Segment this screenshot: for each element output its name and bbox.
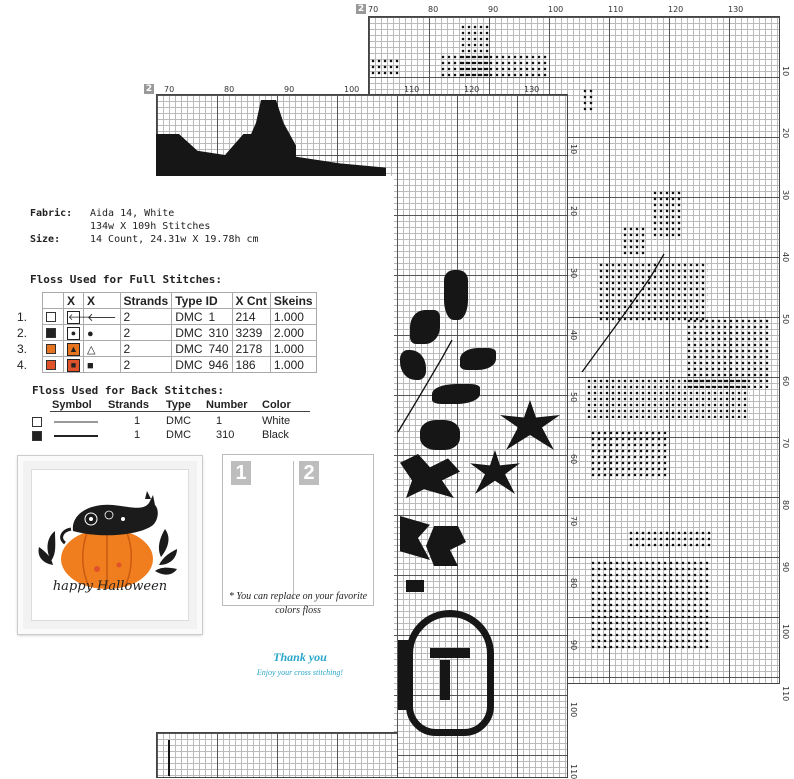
floss-type: DMC xyxy=(172,357,206,373)
bs-header-type: Type xyxy=(166,399,191,411)
row-label: 10 xyxy=(569,144,578,155)
col-header-strands: Strands xyxy=(120,293,172,309)
pattern-block xyxy=(430,648,470,658)
row-label: 30 xyxy=(569,268,578,279)
floss-swatch xyxy=(43,357,64,373)
row-label: 100 xyxy=(781,624,790,640)
size-value: 14 Count, 24.31w X 19.78h cm xyxy=(90,234,259,245)
chart-grid-bottom-strip xyxy=(156,732,398,778)
bs-number: 310 xyxy=(216,429,235,441)
floss-symbol-bw: ■ xyxy=(84,357,121,373)
col-label: 130 xyxy=(524,85,540,94)
full-stitches-title: Floss Used for Full Stitches: xyxy=(30,273,223,286)
pattern-block xyxy=(460,348,496,370)
floss-count: 186 xyxy=(232,357,270,373)
pattern-dots xyxy=(586,378,750,418)
bs-line-sample xyxy=(54,435,98,437)
back-stitches-title: Floss Used for Back Stitches: xyxy=(32,384,225,397)
row-label: 50 xyxy=(569,392,578,403)
pattern-dots xyxy=(628,530,712,548)
col-header-xcnt: X Cnt xyxy=(232,293,270,309)
floss-symbol xyxy=(64,341,84,357)
floss-id: 1 xyxy=(206,309,233,325)
backstitch-line xyxy=(580,250,680,380)
pattern-block xyxy=(444,270,468,320)
pattern-block xyxy=(440,660,450,700)
fabric-label: Fabric: xyxy=(30,208,73,219)
pattern-block xyxy=(406,580,424,592)
bs-header-color: Color xyxy=(262,399,291,411)
floss-skeins: 2.000 xyxy=(270,325,316,341)
row-ruler xyxy=(778,14,792,702)
row-label: 60 xyxy=(781,376,790,387)
replace-colors-note: * You can replace on your favorite colors floss xyxy=(228,591,368,616)
row-label: 20 xyxy=(569,206,578,217)
page-number-badge: 2 xyxy=(357,4,365,14)
page-2-label: 2 xyxy=(299,461,319,485)
row-label: 70 xyxy=(781,438,790,449)
col-label: 130 xyxy=(728,5,744,14)
bs-divider xyxy=(50,411,310,412)
col-label: 100 xyxy=(344,85,360,94)
preview-caption: happy Halloween xyxy=(52,579,168,594)
thank-you-title: Thank you xyxy=(273,650,327,664)
fabric-value: Aida 14, White xyxy=(90,208,175,219)
floss-num: 2. xyxy=(17,325,28,340)
bs-number: 1 xyxy=(216,415,223,427)
back-stitches xyxy=(32,384,352,444)
floss-symbol-bw: ● xyxy=(84,325,121,341)
row-label: 110 xyxy=(781,686,790,702)
floss-strands: 2 xyxy=(120,341,172,357)
floss-swatch xyxy=(43,341,64,357)
row-label: 80 xyxy=(569,578,578,589)
pattern-dots xyxy=(652,190,682,240)
col-label: 80 xyxy=(224,85,235,94)
floss-strands: 2 xyxy=(120,357,172,373)
pattern-block xyxy=(398,640,412,710)
row-label: 80 xyxy=(781,500,790,511)
floss-skeins: 1.000 xyxy=(270,341,316,357)
row-ruler xyxy=(566,92,580,779)
full-stitches-table xyxy=(14,292,317,373)
fabric-info xyxy=(30,208,390,248)
row-label: 40 xyxy=(569,330,578,341)
floss-skeins: 1.000 xyxy=(270,309,316,325)
floss-row xyxy=(14,309,316,325)
col-header-type-id: Type ID xyxy=(172,293,232,309)
pages-panel xyxy=(222,454,374,606)
floss-count: 214 xyxy=(232,309,270,325)
bs-color-name: Black xyxy=(262,429,289,441)
col-label: 90 xyxy=(284,85,295,94)
floss-type: DMC xyxy=(172,341,206,357)
bs-color-swatch xyxy=(32,431,42,441)
column-ruler xyxy=(368,5,778,15)
bs-header-strands: Strands xyxy=(108,399,149,411)
floss-num: 1. xyxy=(17,309,28,324)
bs-header-number: Number xyxy=(206,399,248,411)
floss-symbol-bw: 🡐 xyxy=(84,309,121,325)
floss-swatch xyxy=(43,325,64,341)
col-label: 90 xyxy=(488,5,499,14)
row-label: 30 xyxy=(781,190,790,201)
row-label: 60 xyxy=(569,454,578,465)
bs-strands: 1 xyxy=(134,415,141,427)
floss-row xyxy=(14,357,316,373)
floss-symbol xyxy=(64,309,93,325)
bs-color-swatch xyxy=(32,417,42,427)
thank-you-subtitle: Enjoy your cross stitching! xyxy=(256,668,344,677)
col-label: 70 xyxy=(368,5,379,14)
symbol-icon: ■ xyxy=(67,359,80,372)
row-label: 90 xyxy=(781,562,790,573)
pattern-block xyxy=(168,740,170,776)
page-1-thumb xyxy=(229,461,294,599)
col-label: 120 xyxy=(668,5,684,14)
page-2-thumb xyxy=(297,461,365,599)
floss-num: 4. xyxy=(17,357,28,372)
pumpkin-cat-illustration xyxy=(31,469,187,619)
floss-symbol-bw: △ xyxy=(84,341,121,357)
bs-strands: 1 xyxy=(134,429,141,441)
row-label: 90 xyxy=(569,640,578,651)
col-header-x1: X xyxy=(64,293,84,309)
row-label: 10 xyxy=(781,66,790,77)
floss-count: 3239 xyxy=(232,325,270,341)
floss-row xyxy=(14,325,316,341)
floss-swatch xyxy=(43,309,64,325)
floss-id: 740 xyxy=(206,341,233,357)
floss-type: DMC xyxy=(172,309,206,325)
size-label: Size: xyxy=(30,234,61,245)
floss-num: 3. xyxy=(17,341,28,356)
color-swatch xyxy=(46,344,56,354)
col-label: 110 xyxy=(608,5,624,14)
col-label: 70 xyxy=(164,85,175,94)
floss-id: 946 xyxy=(206,357,233,373)
pattern-dots xyxy=(370,58,400,78)
pattern-dots xyxy=(440,54,550,78)
col-label: 100 xyxy=(548,5,564,14)
pattern-dots xyxy=(590,560,710,650)
floss-type: DMC xyxy=(172,325,206,341)
page-1-label: 1 xyxy=(231,461,251,485)
pattern-letter xyxy=(406,610,494,736)
bs-color-name: White xyxy=(262,415,291,427)
color-swatch xyxy=(46,360,56,370)
row-label: 70 xyxy=(569,516,578,527)
col-header-x2: X xyxy=(84,293,121,309)
bs-type: DMC xyxy=(166,415,192,427)
row-label: 110 xyxy=(569,764,578,779)
floss-skeins: 1.000 xyxy=(270,357,316,373)
pattern-dots xyxy=(590,430,670,480)
floss-strands: 2 xyxy=(120,309,172,325)
symbol-icon: 🡐 xyxy=(68,311,93,322)
col-label: 80 xyxy=(428,5,439,14)
color-swatch xyxy=(46,312,56,322)
floss-strands: 2 xyxy=(120,325,172,341)
page-number-badge: 2 xyxy=(145,84,153,94)
pattern-dots xyxy=(582,88,594,112)
floss-row xyxy=(14,341,316,357)
col-header-skeins: Skeins xyxy=(270,293,316,309)
floss-symbol xyxy=(64,357,84,373)
bs-type: DMC xyxy=(166,429,192,441)
finished-preview xyxy=(31,469,189,621)
floss-count: 2178 xyxy=(232,341,270,357)
bs-line-sample xyxy=(54,421,98,423)
floss-id: 310 xyxy=(206,325,233,341)
floss-symbol xyxy=(64,325,84,341)
symbol-icon: ▲ xyxy=(67,343,80,356)
color-swatch xyxy=(46,328,56,338)
col-label: 120 xyxy=(464,85,480,94)
row-label: 20 xyxy=(781,128,790,139)
backstitch-line xyxy=(396,336,456,436)
row-label: 40 xyxy=(781,252,790,263)
finished-preview-frame xyxy=(18,456,202,634)
bs-header-symbol: Symbol xyxy=(52,399,92,411)
col-label: 110 xyxy=(404,85,420,94)
stitch-count: 134w X 109h Stitches xyxy=(90,221,211,232)
row-label: 50 xyxy=(781,314,790,325)
symbol-icon: ● xyxy=(67,327,80,340)
row-label: 100 xyxy=(569,702,578,718)
